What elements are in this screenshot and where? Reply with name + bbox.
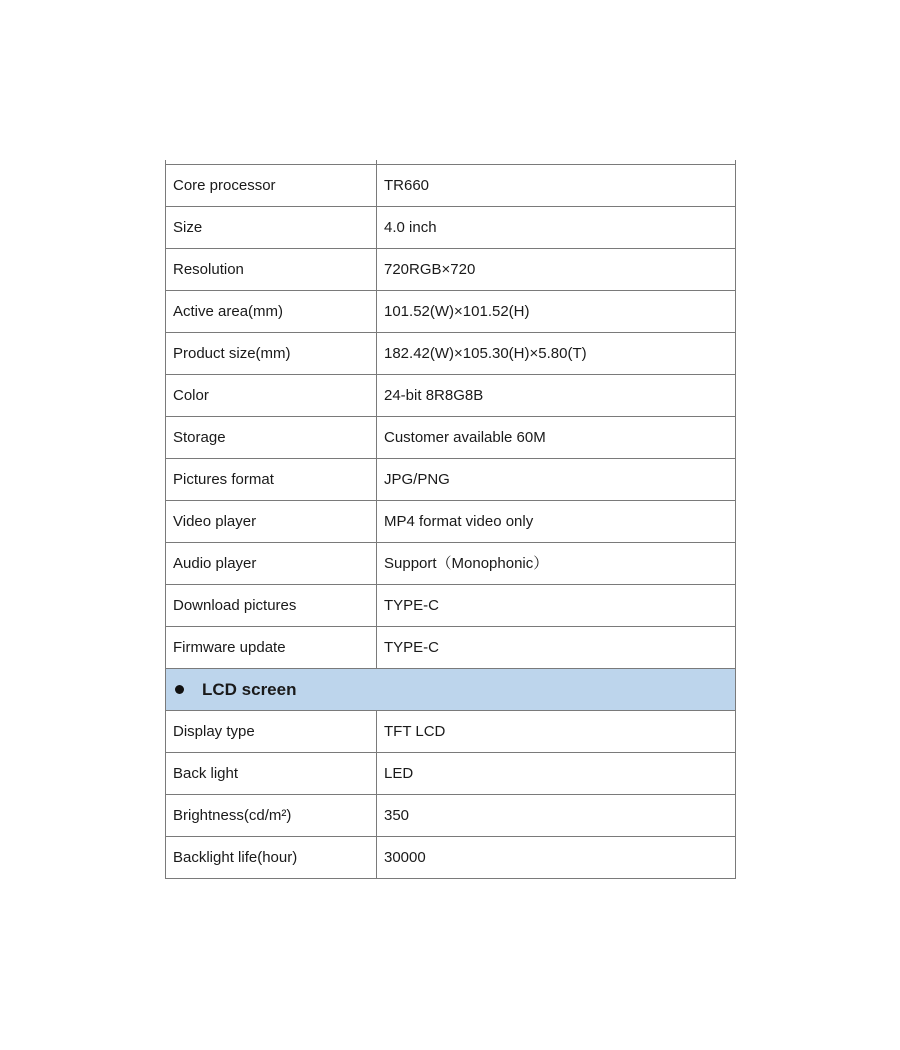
spec-value: LED bbox=[377, 753, 736, 795]
spec-label: Product size(mm) bbox=[166, 333, 377, 375]
spec-value: 24-bit 8R8G8B bbox=[377, 375, 736, 417]
table-row bbox=[166, 375, 736, 417]
spec-label: Backlight life(hour) bbox=[166, 837, 377, 879]
spec-label: Core processor bbox=[166, 165, 377, 207]
spec-value: TFT LCD bbox=[377, 711, 736, 753]
spec-label: Firmware update bbox=[166, 627, 377, 669]
table-row bbox=[166, 585, 736, 627]
section-header-lcd-screen bbox=[166, 669, 736, 711]
spec-value: 350 bbox=[377, 795, 736, 837]
spec-value: 4.0 inch bbox=[377, 207, 736, 249]
spec-label: Color bbox=[166, 375, 377, 417]
spec-label: Brightness(cd/m²) bbox=[166, 795, 377, 837]
table-row bbox=[166, 249, 736, 291]
table-row bbox=[166, 417, 736, 459]
table-row bbox=[166, 711, 736, 753]
bullet-icon bbox=[175, 685, 184, 694]
spec-label: Storage bbox=[166, 417, 377, 459]
spec-label: Active area(mm) bbox=[166, 291, 377, 333]
spec-label: Resolution bbox=[166, 249, 377, 291]
spec-value: Support（Monophonic） bbox=[377, 543, 736, 585]
table-row bbox=[166, 291, 736, 333]
spec-value: 30000 bbox=[377, 837, 736, 879]
spec-label: Pictures format bbox=[166, 459, 377, 501]
table-row bbox=[166, 165, 736, 207]
spec-label: Download pictures bbox=[166, 585, 377, 627]
table-row bbox=[166, 501, 736, 543]
table-row bbox=[166, 627, 736, 669]
spec-table bbox=[165, 160, 736, 879]
table-row bbox=[166, 333, 736, 375]
spec-value: 182.42(W)×105.30(H)×5.80(T) bbox=[377, 333, 736, 375]
section-title: LCD screen bbox=[202, 679, 297, 699]
table-row bbox=[166, 837, 736, 879]
table-row bbox=[166, 207, 736, 249]
spec-label: Back light bbox=[166, 753, 377, 795]
table-row bbox=[166, 795, 736, 837]
spec-value: TYPE-C bbox=[377, 627, 736, 669]
spec-label: Size bbox=[166, 207, 377, 249]
spec-value: TYPE-C bbox=[377, 585, 736, 627]
table-row bbox=[166, 753, 736, 795]
spec-label: Display type bbox=[166, 711, 377, 753]
spec-value: MP4 format video only bbox=[377, 501, 736, 543]
spec-value: TR660 bbox=[377, 165, 736, 207]
spec-value: 720RGB×720 bbox=[377, 249, 736, 291]
spec-value: 101.52(W)×101.52(H) bbox=[377, 291, 736, 333]
table-row bbox=[166, 543, 736, 585]
spec-label: Audio player bbox=[166, 543, 377, 585]
spec-value: Customer available 60M bbox=[377, 417, 736, 459]
spec-label: Video player bbox=[166, 501, 377, 543]
spec-value: JPG/PNG bbox=[377, 459, 736, 501]
section-header-cell bbox=[166, 669, 736, 711]
table-row bbox=[166, 459, 736, 501]
